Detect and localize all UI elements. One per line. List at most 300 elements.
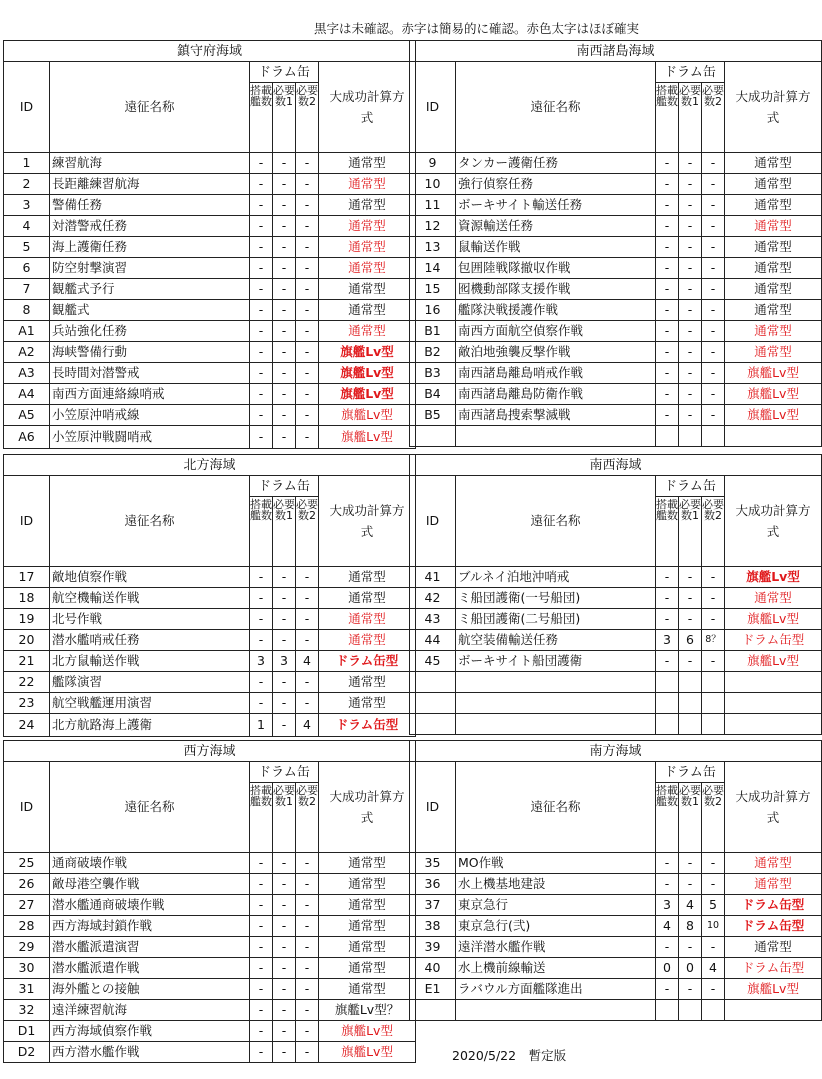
- drum-carriers: -: [656, 174, 679, 195]
- table-row: [410, 979, 822, 1000]
- success-calc-type: 旗艦Lv型: [725, 405, 822, 426]
- success-calc-type: 通常型: [319, 874, 416, 895]
- expedition-name: 強行偵察任務: [456, 174, 656, 195]
- table-row: [410, 567, 822, 588]
- drum-required-2: -: [296, 1021, 319, 1042]
- drum-required-1: -: [679, 258, 702, 279]
- expedition-id: D1: [4, 1021, 50, 1042]
- drum-required-1: -: [679, 174, 702, 195]
- drum-required-1: -: [273, 979, 296, 1000]
- expedition-name: 敵母港空襲作戦: [50, 874, 250, 895]
- table-row: [410, 937, 822, 958]
- expedition-id: 8: [4, 300, 50, 321]
- success-calc-type: 旗艦Lv型: [725, 651, 822, 672]
- drum-required-2: -: [702, 321, 725, 342]
- success-calc-type: 通常型: [319, 588, 416, 609]
- success-calc-type: 通常型: [725, 853, 822, 874]
- drum-required-1: -: [679, 363, 702, 384]
- table-row: [410, 384, 822, 405]
- drum-required-1: -: [679, 405, 702, 426]
- expedition-name: 航空機輸送作戦: [50, 588, 250, 609]
- success-calc-type: 通常型: [319, 567, 416, 588]
- expedition-id: 10: [410, 174, 456, 195]
- success-calc-type: 通常型: [319, 174, 416, 195]
- drum-required-1: -: [273, 874, 296, 895]
- drum-carriers: -: [656, 853, 679, 874]
- expedition-id: 5: [4, 237, 50, 258]
- success-calc-type: 通常型: [319, 937, 416, 958]
- drum-required-1: [679, 426, 702, 447]
- drum-carriers: -: [656, 567, 679, 588]
- drum-carriers: -: [656, 300, 679, 321]
- success-calc-type: 通常型: [319, 916, 416, 937]
- drum-required-1: -: [273, 1042, 296, 1063]
- success-calc-type: 通常型: [725, 279, 822, 300]
- expedition-id: 42: [410, 588, 456, 609]
- expedition-id: B5: [410, 405, 456, 426]
- drum-required-1: -: [273, 958, 296, 979]
- drum-required-1: -: [273, 237, 296, 258]
- success-calc-type: 通常型: [319, 153, 416, 174]
- drum-carriers: 1: [250, 714, 273, 737]
- expedition-id: 38: [410, 916, 456, 937]
- name-header: 遠征名称: [456, 476, 656, 567]
- drum-carriers: -: [250, 363, 273, 384]
- drum-required-2: -: [702, 937, 725, 958]
- drum-required-1: -: [679, 300, 702, 321]
- success-calc-type: 通常型: [725, 342, 822, 363]
- expedition-id: 35: [410, 853, 456, 874]
- expedition-name: 東京急行: [456, 895, 656, 916]
- calc-header: 大成功計算方式: [725, 762, 822, 853]
- drum-required-2: -: [702, 258, 725, 279]
- expedition-id: 9: [410, 153, 456, 174]
- drum-carriers: -: [656, 279, 679, 300]
- drum-required-1: -: [679, 279, 702, 300]
- expedition-name: 兵站強化任務: [50, 321, 250, 342]
- expedition-name: 航空戦艦運用演習: [50, 693, 250, 714]
- drum-required-2: -: [296, 588, 319, 609]
- success-calc-type: 旗艦Lv型: [319, 384, 416, 405]
- table-row: [410, 342, 822, 363]
- drum-required-2: 4: [296, 714, 319, 737]
- expedition-id: 39: [410, 937, 456, 958]
- drum-required-1: -: [679, 216, 702, 237]
- drum-required-2: -: [296, 300, 319, 321]
- table-row: [4, 979, 416, 1000]
- success-calc-type: [725, 1000, 822, 1021]
- drum-required-1: -: [273, 693, 296, 714]
- expedition-name: ラバウル方面艦隊進出: [456, 979, 656, 1000]
- success-calc-type: 通常型: [319, 195, 416, 216]
- drum-carriers: -: [656, 363, 679, 384]
- table-row: [410, 363, 822, 384]
- expedition-name: 小笠原沖哨戒線: [50, 405, 250, 426]
- expedition-name: [456, 714, 656, 735]
- drum-required-1: -: [273, 342, 296, 363]
- success-calc-type: 通常型: [725, 258, 822, 279]
- table-row: [410, 672, 822, 693]
- legend-note: 黒字は未確認。赤字は簡易的に確認。赤色太字はほぼ確実: [314, 21, 640, 36]
- drum-required-1: -: [679, 237, 702, 258]
- table-row: [4, 630, 416, 651]
- expedition-name: 警備任務: [50, 195, 250, 216]
- expedition-id: 26: [4, 874, 50, 895]
- drum-carriers: 0: [656, 958, 679, 979]
- drum-required-2: -: [296, 153, 319, 174]
- name-header: 遠征名称: [50, 762, 250, 853]
- id-header: ID: [4, 762, 50, 853]
- expedition-id: [410, 672, 456, 693]
- drum-required-1: -: [273, 279, 296, 300]
- table-row: [4, 651, 416, 672]
- expedition-id: 18: [4, 588, 50, 609]
- success-calc-type: 旗艦Lv型: [725, 384, 822, 405]
- expedition-id: 25: [4, 853, 50, 874]
- success-calc-type: 通常型: [725, 174, 822, 195]
- expedition-id: A3: [4, 363, 50, 384]
- expedition-name: ボーキサイト船団護衛: [456, 651, 656, 672]
- drum-required-1: -: [273, 363, 296, 384]
- expedition-id: 43: [410, 609, 456, 630]
- drum-carriers: -: [250, 588, 273, 609]
- drum-required-2: -: [296, 1042, 319, 1063]
- expedition-name: 小笠原沖戦闘哨戒: [50, 426, 250, 449]
- drum-carriers: -: [250, 937, 273, 958]
- expedition-name: 西方潜水艦作戦: [50, 1042, 250, 1063]
- table-row: [4, 874, 416, 895]
- success-calc-type: 通常型: [319, 958, 416, 979]
- expedition-id: [410, 426, 456, 447]
- drum-required-2: 4: [296, 651, 319, 672]
- drum-carriers: -: [656, 609, 679, 630]
- drum-required-2: -: [702, 405, 725, 426]
- drum-required-2: -: [296, 174, 319, 195]
- section-table-nansei-shoto: [409, 40, 822, 447]
- calc-header: 大成功計算方式: [319, 62, 416, 153]
- drum-carriers: -: [250, 195, 273, 216]
- success-calc-type: 通常型: [319, 979, 416, 1000]
- drum-required-2: -: [296, 958, 319, 979]
- expedition-id: A5: [4, 405, 50, 426]
- drum-carriers: -: [250, 174, 273, 195]
- success-calc-type: 旗艦Lv型: [319, 342, 416, 363]
- drum-carriers: -: [656, 874, 679, 895]
- expedition-name: 遠洋潜水艦作戦: [456, 937, 656, 958]
- drum-required-1: -: [679, 651, 702, 672]
- expedition-name: [456, 693, 656, 714]
- section-title: 南西諸島海域: [410, 41, 822, 62]
- success-calc-type: 通常型: [319, 216, 416, 237]
- expedition-name: 海峡警備行動: [50, 342, 250, 363]
- table-row: [4, 426, 416, 449]
- name-header: 遠征名称: [50, 476, 250, 567]
- table-row: [4, 916, 416, 937]
- drum-required-1: [679, 672, 702, 693]
- success-calc-type: [725, 714, 822, 735]
- success-calc-type: 通常型: [725, 153, 822, 174]
- drum-carriers: -: [250, 216, 273, 237]
- drum-required-2: -: [296, 979, 319, 1000]
- drum-required-1: -: [273, 1021, 296, 1042]
- drum-required-2: -: [702, 853, 725, 874]
- table-row: [4, 363, 416, 384]
- drum-carriers: 3: [656, 895, 679, 916]
- drum-required-1: -: [273, 609, 296, 630]
- drum-required-2: -: [296, 672, 319, 693]
- expedition-name: 防空射撃演習: [50, 258, 250, 279]
- drum-required-2: -: [702, 588, 725, 609]
- expedition-id: 30: [4, 958, 50, 979]
- expedition-name: 潜水艦通商破壊作戦: [50, 895, 250, 916]
- drum-carriers: -: [656, 258, 679, 279]
- drum-required-2: -: [296, 1000, 319, 1021]
- req2-header: 必要数2: [702, 783, 725, 853]
- expedition-id: 15: [410, 279, 456, 300]
- drum-required-2: -: [296, 874, 319, 895]
- expedition-name: 敵地偵察作戦: [50, 567, 250, 588]
- expedition-id: 20: [4, 630, 50, 651]
- section-title: 西方海域: [4, 741, 416, 762]
- drum-carriers: -: [656, 405, 679, 426]
- expedition-name: 南西諸島離島哨戒作戦: [456, 363, 656, 384]
- expedition-name: 観艦式予行: [50, 279, 250, 300]
- drum-required-2: -: [296, 405, 319, 426]
- expedition-id: 11: [410, 195, 456, 216]
- table-row: [4, 216, 416, 237]
- expedition-id: A6: [4, 426, 50, 449]
- table-row: [410, 1000, 822, 1021]
- drum-required-1: -: [679, 979, 702, 1000]
- expedition-id: B4: [410, 384, 456, 405]
- expedition-name: 遠洋練習航海: [50, 1000, 250, 1021]
- expedition-name: 東京急行(弐): [456, 916, 656, 937]
- expedition-name: 潜水艦哨戒任務: [50, 630, 250, 651]
- calc-header: 大成功計算方式: [725, 62, 822, 153]
- drum-required-2: -: [296, 363, 319, 384]
- expedition-id: 16: [410, 300, 456, 321]
- expedition-id: 22: [4, 672, 50, 693]
- drum-header: ドラム缶: [656, 762, 725, 783]
- expedition-id: A2: [4, 342, 50, 363]
- drum-required-2: -: [702, 279, 725, 300]
- drum-required-1: -: [273, 853, 296, 874]
- table-row: [410, 714, 822, 735]
- success-calc-type: 旗艦Lv型: [319, 426, 416, 449]
- drum-required-2: -: [296, 237, 319, 258]
- section-table-chinjufu: [3, 40, 416, 449]
- expedition-name: 北方航路海上護衛: [50, 714, 250, 737]
- expedition-name: 西方海域偵察作戦: [50, 1021, 250, 1042]
- req2-header: 必要数2: [296, 497, 319, 567]
- expedition-name: 南西諸島捜索撃滅戦: [456, 405, 656, 426]
- drum-carriers: -: [250, 1021, 273, 1042]
- drum-required-1: -: [273, 321, 296, 342]
- success-calc-type: 旗艦Lv型: [725, 979, 822, 1000]
- section-table-hoppo: [3, 454, 416, 737]
- drum-required-2: -: [296, 567, 319, 588]
- table-row: [410, 258, 822, 279]
- drum-carriers: -: [250, 609, 273, 630]
- drum-required-1: -: [273, 300, 296, 321]
- drum-required-2: -: [702, 384, 725, 405]
- drum-required-1: -: [273, 216, 296, 237]
- drum-required-2: -: [702, 567, 725, 588]
- drum-required-2: -: [296, 937, 319, 958]
- drum-required-2: -: [702, 874, 725, 895]
- table-row: [410, 195, 822, 216]
- success-calc-type: 通常型: [319, 258, 416, 279]
- expedition-id: 27: [4, 895, 50, 916]
- table-row: [410, 279, 822, 300]
- drum-carriers: -: [250, 630, 273, 651]
- expedition-name: [456, 672, 656, 693]
- drum-required-2: -: [702, 174, 725, 195]
- success-calc-type: ドラム缶型: [319, 651, 416, 672]
- expedition-id: [410, 693, 456, 714]
- id-header: ID: [410, 62, 456, 153]
- drum-required-2: 5: [702, 895, 725, 916]
- expedition-name: 水上機前線輸送: [456, 958, 656, 979]
- drum-carriers: -: [656, 195, 679, 216]
- table-row: [4, 237, 416, 258]
- expedition-name: 北方鼠輸送作戦: [50, 651, 250, 672]
- drum-required-2: -: [296, 342, 319, 363]
- drum-required-2: -: [296, 258, 319, 279]
- drum-required-2: [702, 693, 725, 714]
- drum-carriers: -: [250, 874, 273, 895]
- expedition-name: 水上機基地建設: [456, 874, 656, 895]
- drum-required-2: -: [702, 300, 725, 321]
- id-header: ID: [4, 476, 50, 567]
- table-row: [4, 895, 416, 916]
- drum-carriers: -: [250, 958, 273, 979]
- calc-header: 大成功計算方式: [319, 476, 416, 567]
- drum-required-1: [679, 714, 702, 735]
- expedition-name: 南西諸島離島防衛作戦: [456, 384, 656, 405]
- table-row: [410, 588, 822, 609]
- table-row: [410, 958, 822, 979]
- drum-required-1: -: [273, 174, 296, 195]
- drum-required-1: -: [273, 258, 296, 279]
- expedition-name: MO作戦: [456, 853, 656, 874]
- drum-required-1: 6: [679, 630, 702, 651]
- drum-required-1: -: [273, 384, 296, 405]
- expedition-id: 13: [410, 237, 456, 258]
- drum-required-1: -: [273, 405, 296, 426]
- calc-header: 大成功計算方式: [725, 476, 822, 567]
- drum-carriers: -: [250, 853, 273, 874]
- success-calc-type: ドラム缶型: [725, 895, 822, 916]
- expedition-name: 資源輸送任務: [456, 216, 656, 237]
- drum-required-2: 4: [702, 958, 725, 979]
- req2-header: 必要数2: [702, 497, 725, 567]
- table-row: [410, 174, 822, 195]
- expedition-name: 観艦式: [50, 300, 250, 321]
- table-row: [4, 1042, 416, 1063]
- expedition-id: A4: [4, 384, 50, 405]
- drum-carriers: -: [250, 321, 273, 342]
- success-calc-type: 通常型: [319, 895, 416, 916]
- table-row: [410, 874, 822, 895]
- drum-carriers: -: [250, 426, 273, 449]
- drum-required-1: 0: [679, 958, 702, 979]
- drum-required-1: -: [679, 567, 702, 588]
- success-calc-type: 通常型: [319, 321, 416, 342]
- table-row: [4, 300, 416, 321]
- drum-carriers: -: [250, 895, 273, 916]
- success-calc-type: 通常型: [319, 237, 416, 258]
- expedition-name: 海上護衛任務: [50, 237, 250, 258]
- expedition-id: 37: [410, 895, 456, 916]
- expedition-id: 2: [4, 174, 50, 195]
- drum-carriers: -: [656, 384, 679, 405]
- success-calc-type: 旗艦Lv型: [725, 609, 822, 630]
- table-row: [4, 258, 416, 279]
- success-calc-type: 通常型: [725, 874, 822, 895]
- drum-carriers: -: [656, 342, 679, 363]
- success-calc-type: 旗艦Lv型？: [319, 1000, 416, 1021]
- carriers-header: 搭載艦数: [656, 497, 679, 567]
- table-row: [410, 651, 822, 672]
- drum-carriers: -: [250, 979, 273, 1000]
- table-row: [410, 321, 822, 342]
- success-calc-type: 通常型: [725, 321, 822, 342]
- success-calc-type: 旗艦Lv型: [319, 1042, 416, 1063]
- table-row: [4, 958, 416, 979]
- success-calc-type: 通常型: [725, 588, 822, 609]
- drum-carriers: -: [250, 153, 273, 174]
- expedition-name: 艦隊決戦援護作戦: [456, 300, 656, 321]
- drum-required-2: [702, 714, 725, 735]
- success-calc-type: [725, 426, 822, 447]
- expedition-id: 17: [4, 567, 50, 588]
- expedition-name: [456, 426, 656, 447]
- section-title: 鎮守府海域: [4, 41, 416, 62]
- success-calc-type: 通常型: [725, 216, 822, 237]
- drum-required-1: -: [679, 153, 702, 174]
- expedition-id: 1: [4, 153, 50, 174]
- success-calc-type: 通常型: [725, 237, 822, 258]
- drum-required-2: -: [702, 342, 725, 363]
- drum-required-2: -: [296, 279, 319, 300]
- drum-required-2: [702, 672, 725, 693]
- expedition-name: 練習航海: [50, 153, 250, 174]
- drum-carriers: -: [656, 216, 679, 237]
- drum-required-2: -: [702, 237, 725, 258]
- expedition-name: 北号作戦: [50, 609, 250, 630]
- success-calc-type: 旗艦Lv型: [319, 405, 416, 426]
- drum-required-1: -: [273, 426, 296, 449]
- req2-header: 必要数2: [296, 783, 319, 853]
- drum-required-2: -: [296, 916, 319, 937]
- success-calc-type: ドラム缶型: [725, 630, 822, 651]
- table-row: [4, 1000, 416, 1021]
- drum-carriers: -: [656, 979, 679, 1000]
- table-row: [410, 426, 822, 447]
- success-calc-type: 通常型: [319, 279, 416, 300]
- drum-required-2: [702, 1000, 725, 1021]
- section-title: 南西海域: [410, 455, 822, 476]
- drum-required-1: -: [679, 342, 702, 363]
- carriers-header: 搭載艦数: [250, 83, 273, 153]
- drum-header: ドラム缶: [250, 62, 319, 83]
- name-header: 遠征名称: [50, 62, 250, 153]
- drum-required-1: -: [273, 1000, 296, 1021]
- expedition-id: B2: [410, 342, 456, 363]
- drum-required-1: -: [679, 609, 702, 630]
- drum-required-2: -: [296, 321, 319, 342]
